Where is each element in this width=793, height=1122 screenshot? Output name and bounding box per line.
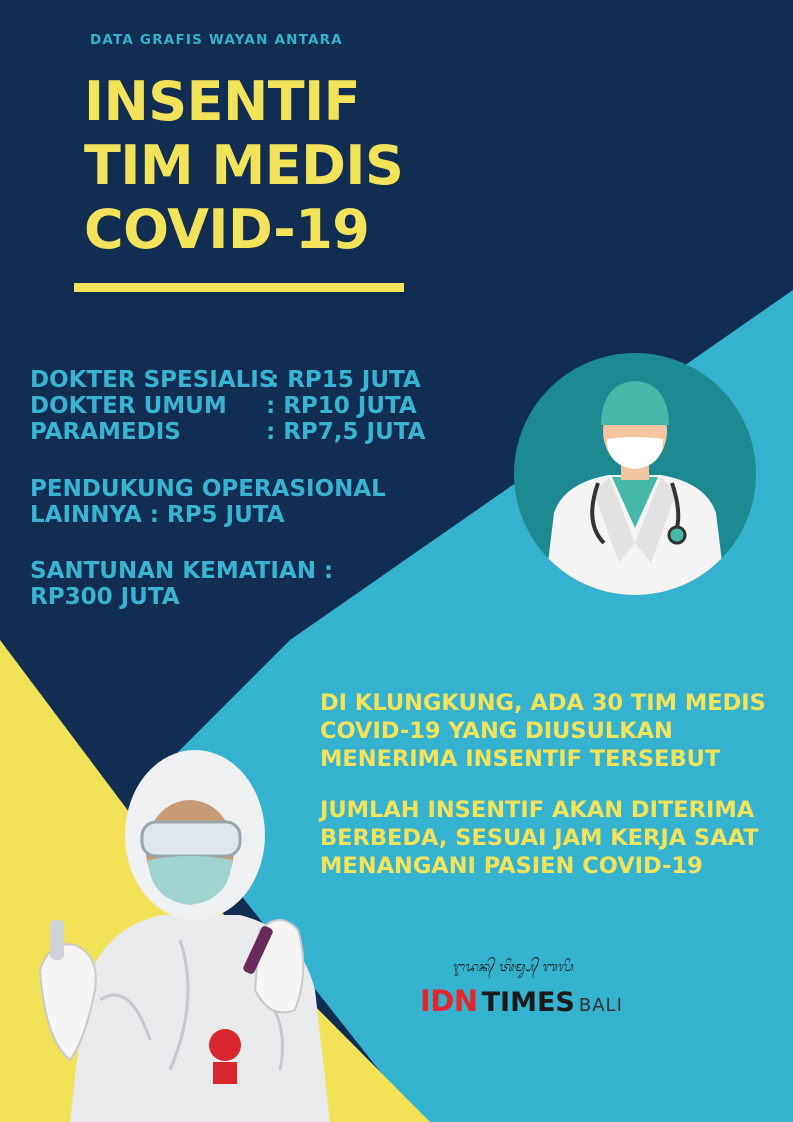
rate-label: DOKTER SPESIALIS [30, 367, 276, 393]
klungkung-text [320, 689, 766, 773]
klungkung-line: DI KLUNGKUNG, ADA 30 TIM MEDIS [320, 690, 766, 716]
death-line: RP300 JUTA [30, 584, 180, 610]
klungkung-line: MENERIMA INSENTIF TERSEBUT [320, 746, 721, 772]
death-benefit-text [30, 558, 333, 610]
amount-note-line: MENANGANI PASIEN COVID-19 [320, 853, 703, 879]
rate-amount: : RP15 JUTA [270, 367, 421, 393]
rate-label: DOKTER UMUM [30, 393, 227, 419]
credit-text: DATA GRAFIS WAYAN ANTARA [90, 32, 343, 48]
rate-amount: : RP10 JUTA [266, 393, 417, 419]
title-line: TIM MEDIS [84, 134, 404, 197]
logo-idn: IDN [420, 984, 478, 1018]
hazmat-worker-photo [30, 740, 360, 1122]
death-line: SANTUNAN KEMATIAN : [30, 558, 334, 584]
balinese-script-logo: ᬇᬤᬦ᭄ ᬢᬶᬫ᭄ᬲ᭄ ᬩᬮᬶ [452, 960, 573, 975]
klungkung-line: COVID-19 YANG DIUSULKAN [320, 718, 673, 744]
rate-amount: : RP7,5 JUTA [266, 419, 426, 445]
amount-note-line: BERBEDA, SESUAI JAM KERJA SAAT [320, 825, 759, 851]
rate-label: PARAMEDIS [30, 419, 181, 445]
idn-times-logo [420, 984, 623, 1018]
logo-region: BALI [578, 995, 623, 1016]
title-underline [74, 283, 404, 292]
support-text [30, 476, 386, 528]
amount-note-text [320, 796, 759, 880]
title-line: INSENTIF [84, 70, 361, 133]
title-line: COVID-19 [84, 198, 370, 261]
logo-times: TIMES [481, 987, 575, 1018]
doctor-illustration-icon [514, 353, 756, 595]
support-line: PENDUKUNG OPERASIONAL [30, 476, 386, 502]
page-title [84, 70, 444, 262]
amount-note-line: JUMLAH INSENTIF AKAN DITERIMA [320, 797, 755, 823]
support-line: LAINNYA : RP5 JUTA [30, 502, 285, 528]
